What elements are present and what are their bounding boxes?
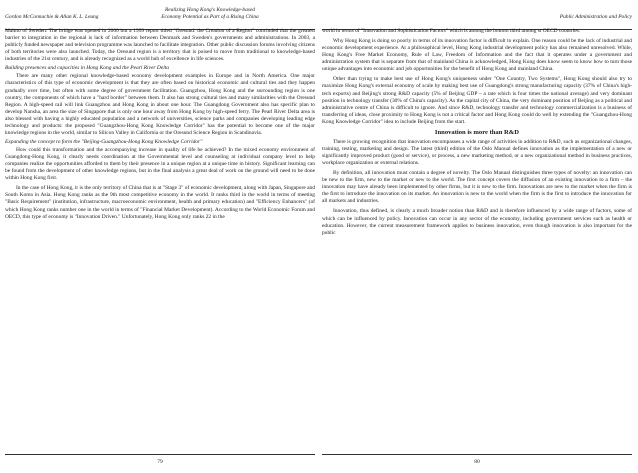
paragraph: How could this transformation and the accompanying increase in quality of life be achieved? In the mixed economy environment of Guangdong-Hong Kong, it clearly needs coordination at the Governmental level and counseling at individual company level to help companies realize the opportunities afforded to them by their presence in a unique region at a unique time in history. Significant learning can be found from the development of other knowledge regions, but in the final analysis a great deal of work on the ground will need to be done within Hong Kong first. — [5, 147, 315, 182]
running-head-title-line2: Economy Potential as Part of a Rising China — [161, 13, 259, 20]
running-head-section: Public Administration and Policy — [559, 14, 632, 20]
paragraph: Innovation, thus defined, is clearly a much broader notion than R&D and is therefore influenced by a wide range of factors, some of which can be influenced by policy. Innovation can occur in any sector of the economy, including government services such as health or education. However, the current measurement framework applies to business innovation, even though innovation is also important for the public — [322, 208, 632, 236]
paragraph: There is growing recognition that innovation encompasses a wide range of activities in addition to R&D, such as organizational changes, training, testing, marketing and design. The latest (third) edition of the Oslo Manual defines innovation as the implementation of a new or significantly improved product (good or service), or process, a new marketing method, or a new organizational method in business practices, workplace organization or external relations. — [322, 138, 632, 167]
page-number: 79 — [157, 459, 163, 465]
section-heading: Innovation is more than R&D — [434, 128, 520, 136]
subheading: Building presences and capacities in Hong Kong and the Pearl River Delta — [5, 65, 169, 72]
paragraph: world in terms of "Innovation and Sophistication Factors" which is among the bottom third among st OECD countries. — [322, 28, 581, 34]
running-head-title — [125, 7, 295, 20]
paragraph: Other than trying to make best use of Hong Kong's uniqueness under "One Country, Two Systems", Hong Kong should also try to maximize Hong Kong's external economy of scale by making best use of Guangdong's strong manufacturing capacity (37% of China's high-tech exports) and Beijing's strong R&D capacity (5% of Beijing GDP – a rate which is four times the national average) and very dominant position in technology transfer (30% of China's capacity). As the capital city of China, the very dominant position of Beijing as a political and administrative centre of China is difficult to ignore. And since R&D, technology transfer and technology commercialization is a business of transferring of ideas, close proximity to Hong Kong is not a critical factor and Hong Kong could do well by extending the "Guangzhou-Hong Kong Knowledge Corridor" idea to include Beijing from the start. — [322, 76, 632, 125]
left-page-body — [5, 28, 315, 221]
running-head-title-line1: Realizing Hong Kong's Knowledge-based — [165, 7, 255, 13]
paragraph: In the case of Hong Kong, it is the only territory of China that is at "Stage 3" of economic development, along with Japan, Singapore and South Korea in Asia. Hong Kong ranks as the 9th most competitive economy in the world. It ranks third in the world in terms of meeting "Basic Requirement" (institution, infrastructure, macroeconomic environment, health and primary education) and "Efficiency Enhancers" (of which Hong Kong ranks number one in the world in terms of "Financial Market Development). According to the World Economic Forum and OECD, this type of economy is "Innovation Driven." Unfortunately, Hong Kong only ranks 22 in the — [5, 185, 315, 220]
footer-rule — [322, 454, 632, 455]
left-page — [5, 0, 319, 473]
page-number: 80 — [474, 459, 480, 465]
subheading: Expanding the concept to form the "Beijing-Guangzhou-Hong Kong Knowledge Corridor" — [5, 138, 203, 145]
left-page-header — [5, 4, 315, 30]
right-page-header — [322, 4, 632, 30]
paragraph: Why Hong Kong is doing so poorly in terms of its innovation factor is difficult to explain. One reason could be the lack of industrial and economic development experience. At a philosophical level, Hong Kong industrial development policy has also remained unresolved. While, Hong Kong's Free Market Economy, Rule of Law, Freedom of Information and the fact that it operates under a government and administration system that is separate from that of mainland China is acknowledged, Hong Kong does know seem to know how to turn those unique advantages into economic and job opportunities for the benefit of Hong Kong and mainland China. — [322, 38, 632, 73]
footer-rule — [5, 454, 315, 455]
right-page-body — [322, 28, 632, 237]
right-page — [322, 0, 636, 473]
paragraph: There are many other regional knowledge-based economy development examples in Europe and in North America. One major characteristics of this type of economic development is that they are often based on historical economic and cultural ties and they happen gradually over time, but often with some degree of government facilitation. Guangzhou, Hong Kong and the surrounding region is one country, the components of which have a "hard border" between them. It also has strong cultural ties and many similarities with the Oresund Region. A high-speed rail will link Guangzhou and Hong Kong in about one hour. The Guangdong Government also has specific plan to develop Nansha, an area the size of Singapore that is only one hour away from Hong Kong by high-speed ferry. The Pearl River Delta area is also blessed with having a highly educated population and a network of universities, science parks and companies developing leading edge technology and products: the proposed "Guangzhou-Hong Kong Knowledge Corridor" has the potential to become one of the major knowledge regions in the world, similar to Silicon Valley in California or the Oresund Science Region in Scandinavia. — [5, 73, 315, 136]
paragraph: By definition, all innovation must contain a degree of novelty. The Oslo Manual distinguishes three types of novelty: an innovation can be new to the firm, new to the market or new to the world. The first concept covers the diffusion of an existing innovation to a firm – the innovation may have already been implemented by other firms, but it is new to the firm. Innovations are new to the market when the firm is the first to introduce the innovation on its market. An innovation is new to the world when the firm is the first to introduce the innovation for all markets and industries. — [322, 170, 632, 205]
running-head-author: Gordon McConnachie & Allan K. L. Leung — [5, 14, 99, 20]
paragraph: Malmo of Sweden. The bridge was opened in 2000 but a 1999 report titled "Oresund: the Creation of a Region" concluded that the greatest barrier to integration in the regional is lack of information between Denmark and Sweden's governments and administrations. In 2003, a publicly funded newspaper and television programme was launched to facilitate integration. Other public discussion forums involving citizens of both territories were also launched. Today, the Oresund region is a territory that is poised to move from traditional to knowledge-based industries of the 21st century, and is already recognized as a world hub of excellence in life sciences. — [5, 28, 315, 63]
